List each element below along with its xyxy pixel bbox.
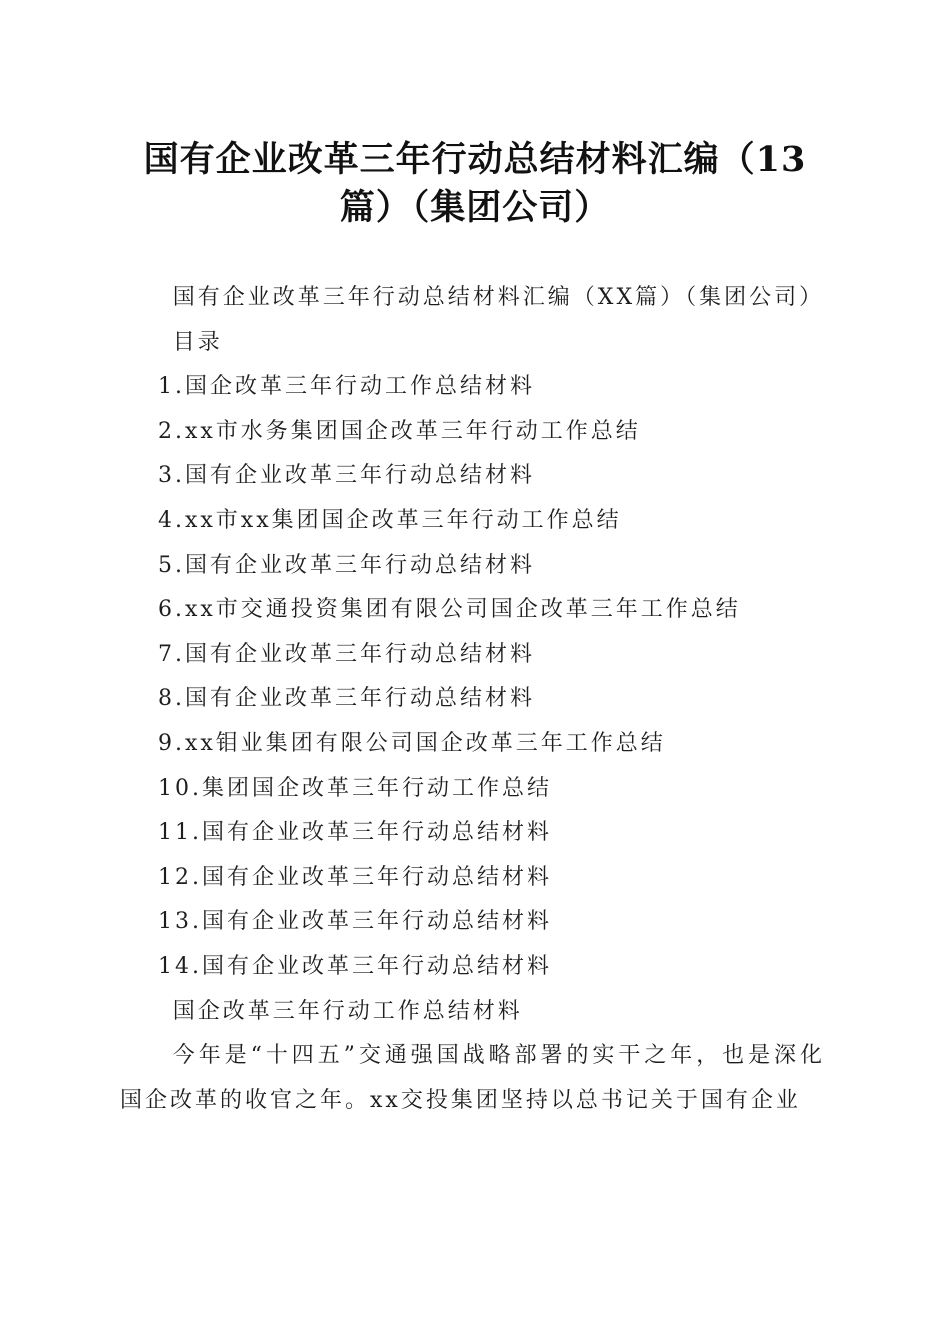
- toc-item: 4.xx市xx集团国企改革三年行动工作总结: [158, 507, 622, 533]
- toc-item: 2.xx市水务集团国企改革三年行动工作总结: [158, 418, 641, 444]
- toc-item: 11.国有企业改革三年行动总结材料: [158, 820, 552, 846]
- toc-heading: 目录: [172, 329, 223, 355]
- document-body: [120, 276, 825, 1123]
- toc-item: 5.国有企业改革三年行动总结材料: [158, 552, 535, 578]
- section-heading: 国企改革三年行动工作总结材料: [172, 998, 523, 1024]
- toc-item: 12.国有企业改革三年行动总结材料: [158, 864, 552, 890]
- toc-item: 10.集团国企改革三年行动工作总结: [158, 775, 552, 801]
- title-line-2: 篇）（集团公司）: [339, 187, 611, 228]
- toc-item: 9.xx钼业集团有限公司国企改革三年工作总结: [158, 730, 666, 756]
- toc-item: 8.国有企业改革三年行动总结材料: [158, 686, 535, 712]
- table-of-contents: [120, 365, 825, 989]
- toc-item: 1.国企改革三年行动工作总结材料: [158, 374, 535, 400]
- body-paragraph: 今年是“十四五”交通强国战略部署的实干之年，也是深化国企改革的收官之年。xx交投集团坚持以总书记关于国有企业: [120, 1043, 825, 1113]
- toc-item: 6.xx市交通投资集团有限公司国企改革三年工作总结: [158, 597, 741, 623]
- toc-item: 3.国有企业改革三年行动总结材料: [158, 463, 535, 489]
- intro-paragraph: 国有企业改革三年行动总结材料汇编（XX篇）（集团公司）: [172, 285, 825, 310]
- toc-item: 13.国有企业改革三年行动总结材料: [158, 909, 552, 935]
- title-line-1: 国有企业改革三年行动总结材料汇编（13: [143, 139, 807, 180]
- document-title: [120, 136, 830, 232]
- toc-item: 14.国有企业改革三年行动总结材料: [158, 953, 552, 979]
- toc-item: 7.国有企业改革三年行动总结材料: [158, 641, 535, 667]
